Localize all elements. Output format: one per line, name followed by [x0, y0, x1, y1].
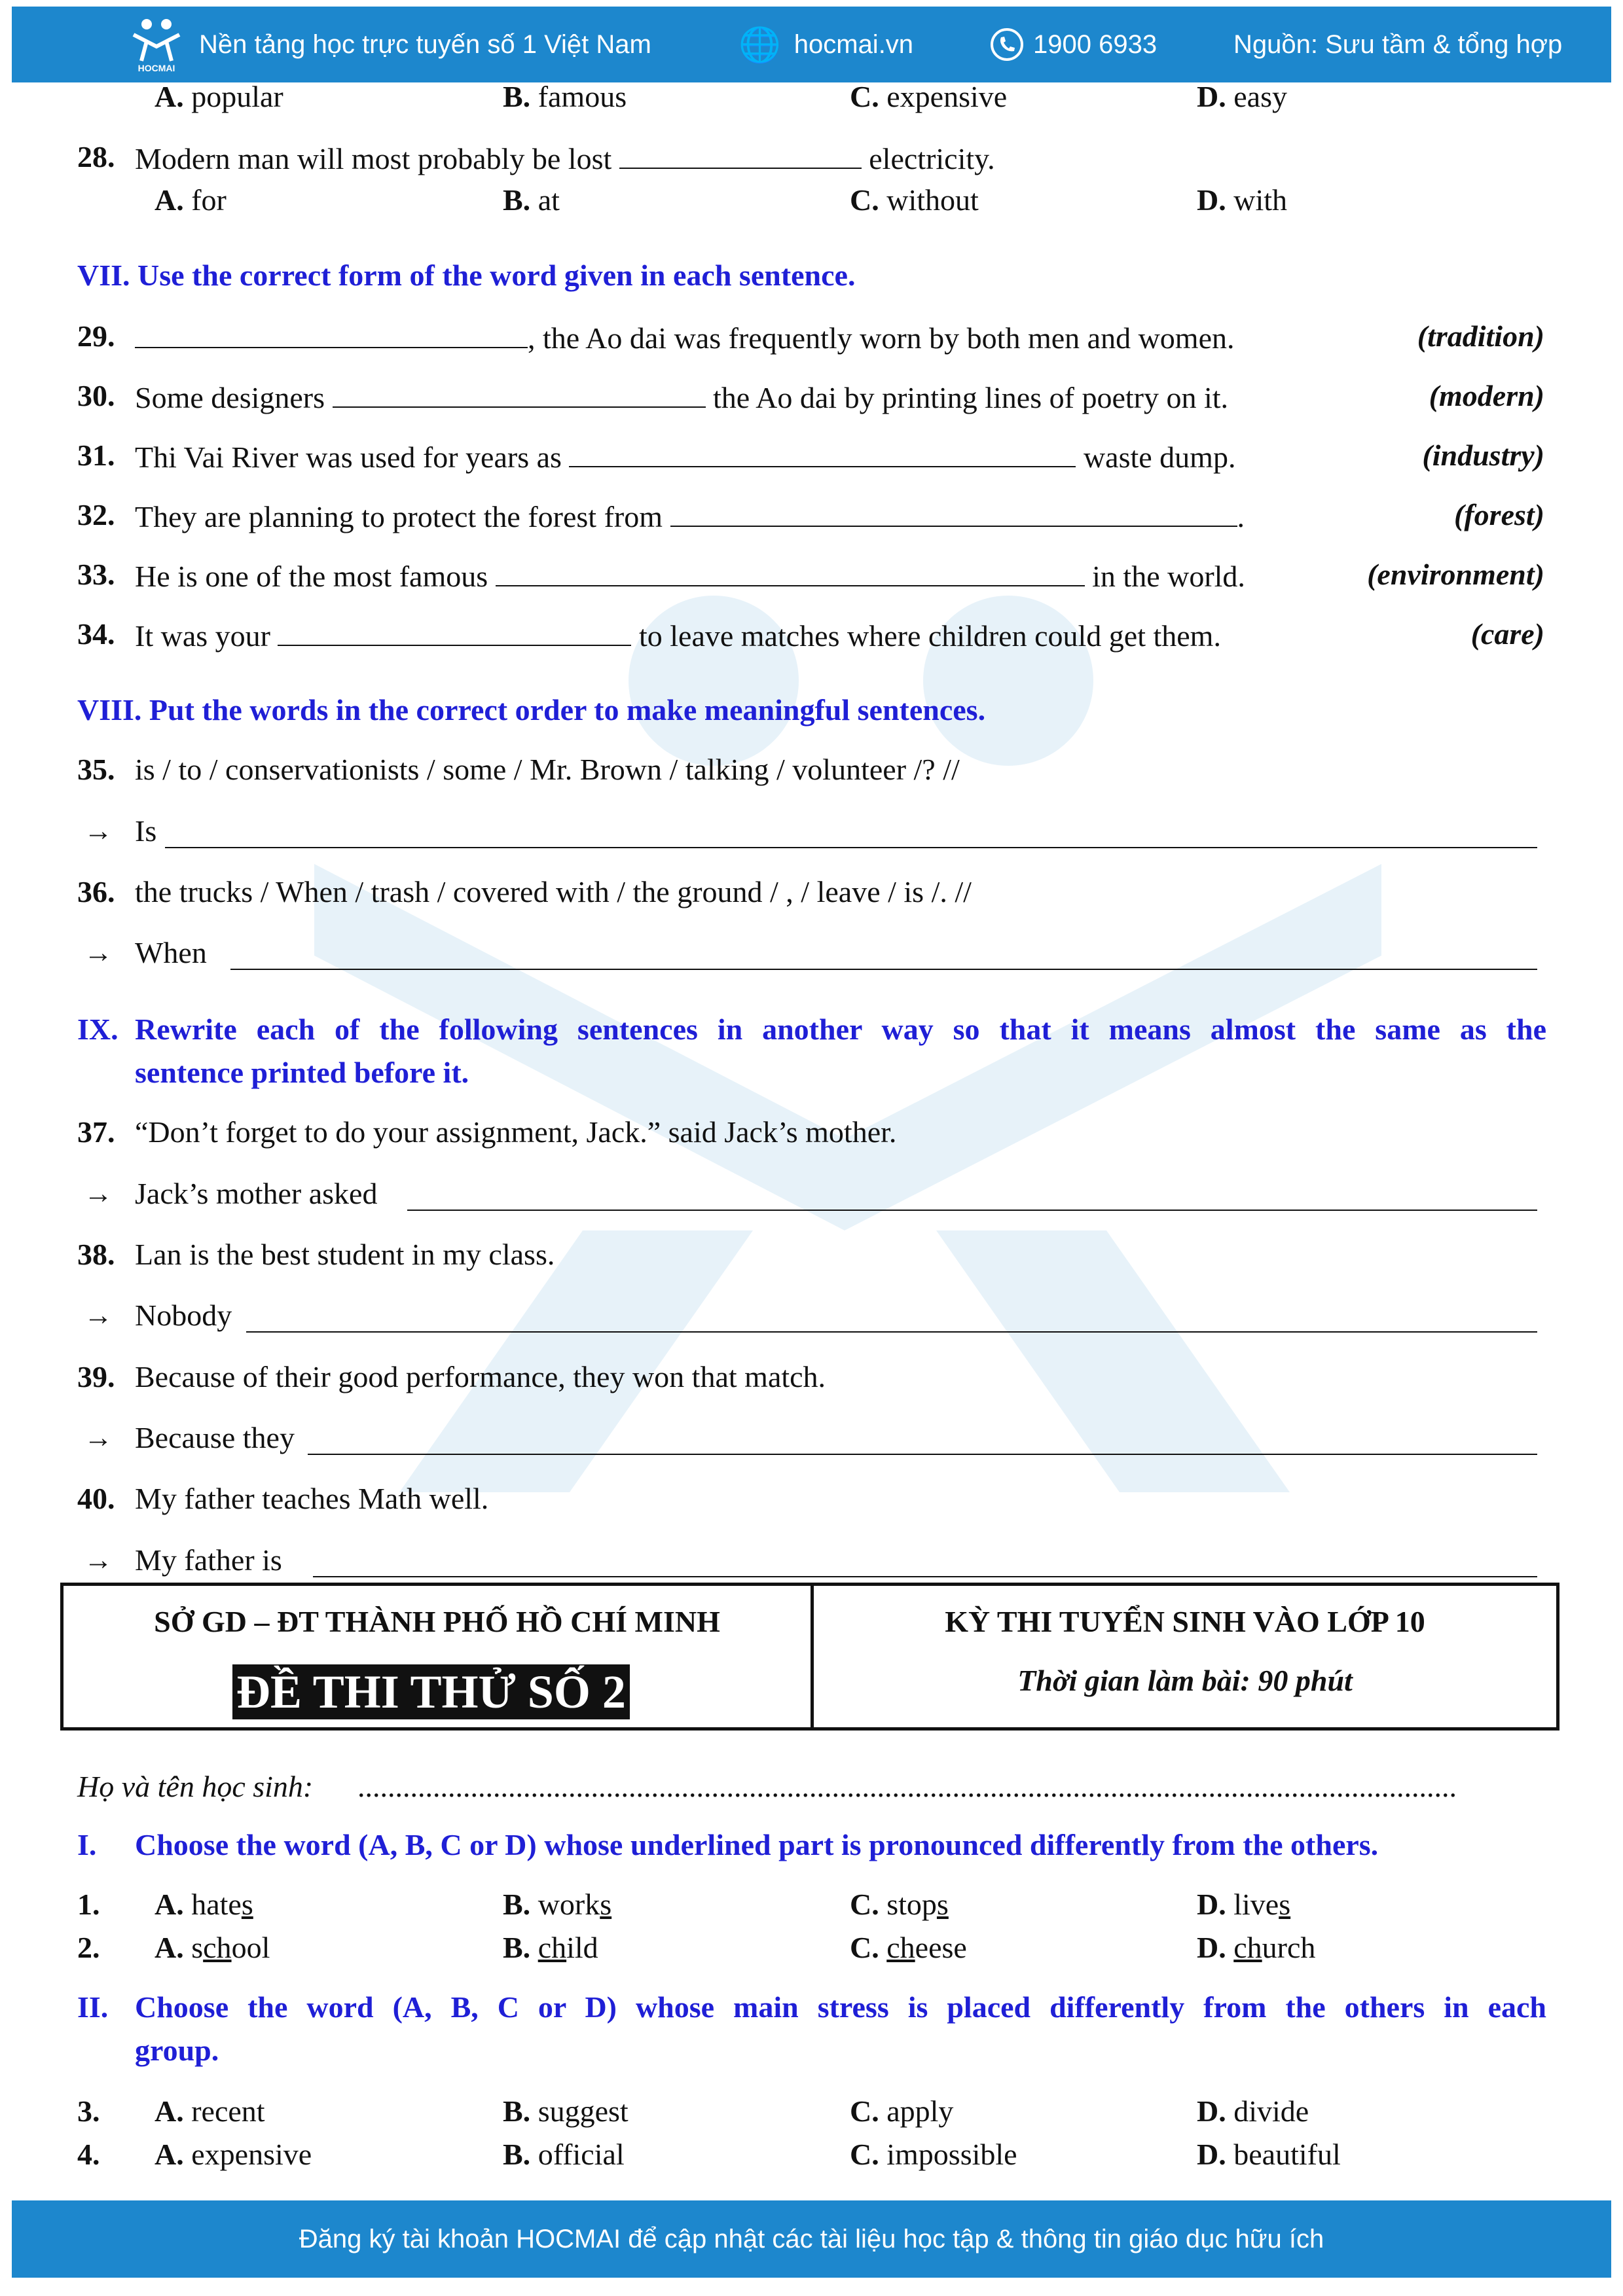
q29-stem: , the Ao dai was frequently worn by both men and women.: [135, 317, 1235, 358]
q31-hint: (industry): [1422, 439, 1544, 472]
section-1-title: Choose the word (A, B, C or D) whose underlined part is pronounced differently from the others.: [135, 1828, 1379, 1861]
section-9-title-line1: Rewrite each of the following sentences in another way so that it means almost the same as the: [135, 1013, 1546, 1046]
q38-number: 38.: [77, 1238, 115, 1271]
q4-number: 4.: [77, 2138, 100, 2171]
section-7-title: VII. Use the correct form of the word given in each sentence.: [77, 259, 856, 292]
q2-option-d[interactable]: D. church: [1197, 1931, 1316, 1964]
q28-stem: Modern man will most probably be lost electricity.: [135, 137, 995, 179]
arrow-icon: →: [84, 937, 113, 969]
q3-option-b[interactable]: B. suggest: [503, 2094, 629, 2128]
student-name-label: Họ và tên học sinh:: [77, 1770, 314, 1803]
q27-option-c[interactable]: C. expensive: [850, 80, 1008, 113]
q34-number: 34.: [77, 617, 115, 651]
q28-number: 28.: [77, 140, 115, 173]
q33-number: 33.: [77, 558, 115, 591]
q27-option-a[interactable]: A. popular: [155, 80, 283, 113]
q37-number: 37.: [77, 1115, 115, 1149]
page-header: [12, 7, 1611, 82]
footer-text[interactable]: Đăng ký tài khoản HOCMAI để cập nhật các tài liệu học tập & thông tin giáo dục hữu ích: [299, 2224, 1324, 2253]
q1-option-d[interactable]: D. lives: [1197, 1888, 1291, 1921]
q2-option-c[interactable]: C. cheese: [850, 1931, 967, 1964]
arrow-icon: →: [84, 815, 113, 847]
exam-title: KỲ THI TUYỂN SINH VÀO LỚP 10: [945, 1605, 1425, 1638]
exam-duration: Thời gian làm bài: 90 phút: [1017, 1664, 1353, 1697]
q38-prompt: Lan is the best student in my class.: [135, 1238, 555, 1271]
q30-number: 30.: [77, 379, 115, 412]
hocmai-logo-icon: [127, 15, 186, 74]
q28-blank[interactable]: [619, 137, 862, 169]
q2-option-b[interactable]: B. child: [503, 1931, 598, 1964]
q27-option-b[interactable]: B. famous: [503, 80, 627, 113]
q28-option-d[interactable]: D. with: [1197, 183, 1288, 217]
q27-option-d[interactable]: D. easy: [1197, 80, 1287, 113]
section-2-title-line2: group.: [135, 2034, 219, 2067]
student-name-field[interactable]: ..................................................................................................................................................: [357, 1770, 1457, 1803]
svg-text:HOCMAI: HOCMAI: [137, 63, 175, 73]
q39-start: Because they: [135, 1421, 295, 1454]
arrow-icon: →: [84, 1422, 113, 1454]
q40-answer-line[interactable]: [313, 1576, 1537, 1577]
q36-answer-line[interactable]: [230, 969, 1537, 970]
q30-stem: Some designers the Ao dai by printing lines of poetry on it.: [135, 376, 1228, 418]
q28-option-a[interactable]: A. for: [155, 183, 227, 217]
q3-option-c[interactable]: C. apply: [850, 2094, 954, 2128]
q29-blank[interactable]: [135, 317, 528, 348]
q4-option-a[interactable]: A. expensive: [155, 2138, 312, 2171]
q40-prompt: My father teaches Math well.: [135, 1482, 489, 1515]
q34-hint: (care): [1470, 617, 1544, 651]
q31-stem: Thi Vai River was used for years as waste dump.: [135, 436, 1235, 477]
q33-blank[interactable]: [496, 555, 1085, 586]
q36-start: When: [135, 936, 207, 969]
q38-start: Nobody: [135, 1299, 232, 1332]
q40-start: My father is: [135, 1543, 282, 1577]
q28-option-c[interactable]: C. without: [850, 183, 979, 217]
q32-number: 32.: [77, 498, 115, 531]
q3-option-a[interactable]: A. recent: [155, 2094, 265, 2128]
q39-number: 39.: [77, 1360, 115, 1393]
q32-hint: (forest): [1454, 498, 1544, 531]
section-8-title: VIII. Put the words in the correct order to make meaningful sentences.: [77, 693, 986, 726]
phone-icon: [990, 27, 1024, 62]
q39-answer-line[interactable]: [308, 1454, 1537, 1455]
q35-number: 35.: [77, 753, 115, 786]
q37-start: Jack’s mother asked: [135, 1177, 378, 1210]
exam-header-box: [60, 1583, 1559, 1731]
source-note: Nguồn: Sưu tầm & tổng hợp: [1233, 29, 1563, 59]
q31-blank[interactable]: [569, 436, 1076, 467]
q29-number: 29.: [77, 319, 115, 353]
q34-blank[interactable]: [278, 615, 631, 646]
q36-number: 36.: [77, 875, 115, 908]
q34-stem: It was your to leave matches where children could get them.: [135, 615, 1221, 656]
section-9-title-line2: sentence printed before it.: [135, 1056, 469, 1089]
q33-hint: (environment): [1367, 558, 1544, 591]
department-title: SỞ GD – ĐT THÀNH PHỐ HỒ CHÍ MINH: [154, 1605, 720, 1638]
q4-option-b[interactable]: B. official: [503, 2138, 625, 2171]
q37-prompt: “Don’t forget to do your assignment, Jack.” said Jack’s mother.: [135, 1115, 897, 1149]
exam-number-title: ĐỀ THI THỬ SỐ 2: [232, 1664, 630, 1719]
hocmai-logo: [127, 7, 186, 82]
q4-option-c[interactable]: C. impossible: [850, 2138, 1017, 2171]
q3-number: 3.: [77, 2094, 100, 2128]
q28-option-b[interactable]: B. at: [503, 183, 560, 217]
q35-answer-line[interactable]: [165, 847, 1537, 848]
q32-stem: They are planning to protect the forest from .: [135, 495, 1245, 537]
q35-start: Is: [135, 814, 157, 848]
section-9-label: IX.: [77, 1013, 119, 1046]
section-2-title-line1: Choose the word (A, B, C or D) whose main stress is placed differently from the others in each: [135, 1990, 1546, 2024]
header-tagline: Nền tảng học trực tuyến số 1 Việt Nam: [199, 29, 651, 59]
q33-stem: He is one of the most famous in the world.: [135, 555, 1245, 596]
q35-prompt: is / to / conservationists / some / Mr. Brown / talking / volunteer /? //: [135, 753, 960, 786]
q1-option-c[interactable]: C. stops: [850, 1888, 949, 1921]
q4-option-d[interactable]: D. beautiful: [1197, 2138, 1341, 2171]
page-footer: [12, 2200, 1611, 2278]
q1-option-a[interactable]: A. hates: [155, 1888, 253, 1921]
q38-answer-line[interactable]: [246, 1331, 1537, 1333]
section-1-label: I.: [77, 1828, 97, 1861]
q2-number: 2.: [77, 1931, 100, 1964]
q29-hint: (tradition): [1417, 319, 1544, 353]
q37-answer-line[interactable]: [407, 1210, 1537, 1211]
q1-option-b[interactable]: B. works: [503, 1888, 612, 1921]
q3-option-d[interactable]: D. divide: [1197, 2094, 1309, 2128]
hotline[interactable]: 1900 6933: [990, 7, 1157, 82]
q40-number: 40.: [77, 1482, 115, 1515]
q1-number: 1.: [77, 1888, 100, 1921]
website-link[interactable]: 🌐 hocmai.vn: [739, 26, 914, 64]
q2-option-a[interactable]: A. school: [155, 1931, 270, 1964]
q36-prompt: the trucks / When / trash / covered with / the ground / , / leave / is /. //: [135, 875, 972, 908]
q31-number: 31.: [77, 439, 115, 472]
arrow-icon: →: [84, 1177, 113, 1210]
globe-icon: 🌐: [739, 26, 781, 64]
q30-blank[interactable]: [333, 376, 706, 408]
section-2-label: II.: [77, 1990, 109, 2024]
q39-prompt: Because of their good performance, they won that match.: [135, 1360, 826, 1393]
arrow-icon: →: [84, 1299, 113, 1331]
q30-hint: (modern): [1429, 379, 1544, 412]
q32-blank[interactable]: [670, 495, 1237, 527]
arrow-icon: →: [84, 1544, 113, 1576]
